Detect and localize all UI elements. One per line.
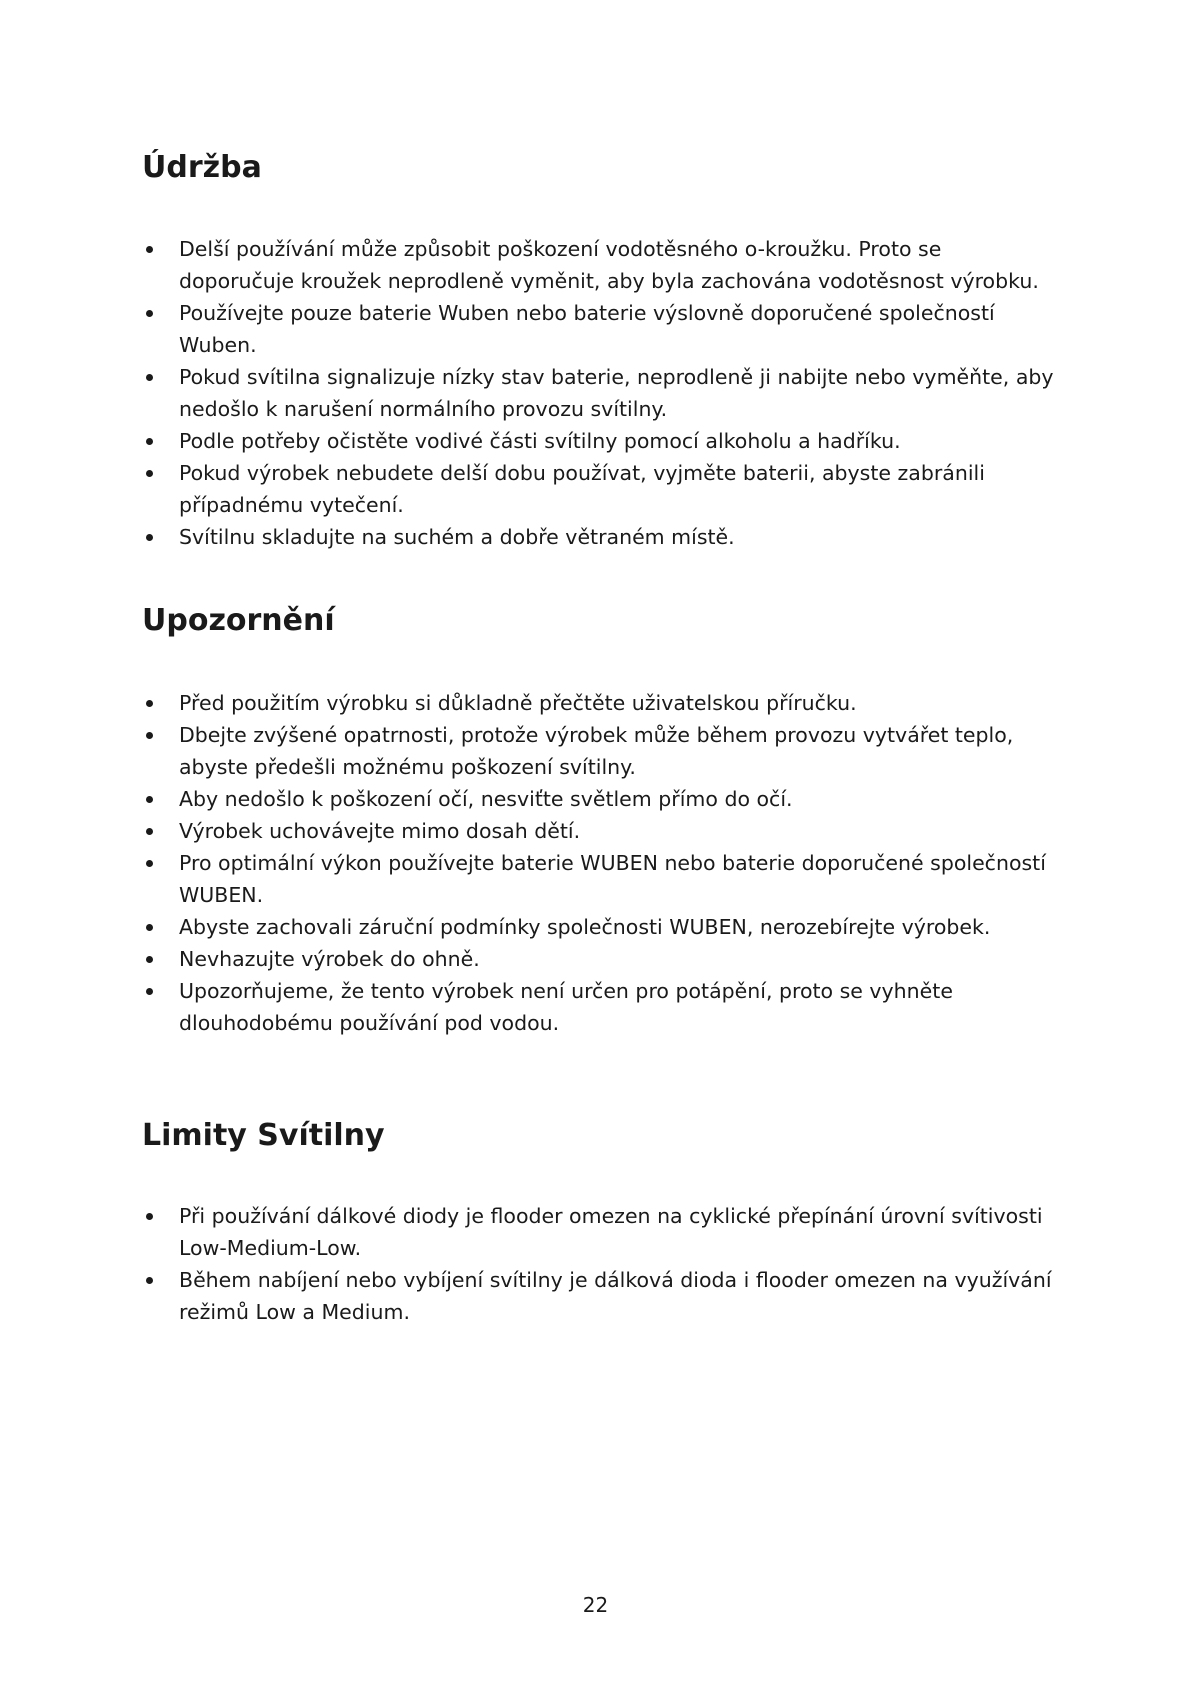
section-heading: Limity Svítilny bbox=[142, 1118, 385, 1153]
bullet-list bbox=[142, 233, 1062, 553]
section-udrzba bbox=[142, 148, 1062, 553]
list-item: Upozorňujeme, že tento výrobek není určen pro potápění, proto se vyhněte dlouhodobému používání pod vodou. bbox=[142, 975, 1062, 1039]
list-item: Aby nedošlo k poškození očí, nesviťte světlem přímo do očí. bbox=[142, 783, 1062, 815]
section-heading: Upozornění bbox=[142, 603, 335, 638]
list-item: Pro optimální výkon používejte baterie WUBEN nebo baterie doporučené společností WUBEN. bbox=[142, 847, 1062, 911]
bullet-list bbox=[142, 687, 1062, 1039]
section-upozorneni bbox=[142, 601, 1062, 1039]
list-item: Podle potřeby očistěte vodivé části svítilny pomocí alkoholu a hadříku. bbox=[142, 425, 1062, 457]
list-item: Používejte pouze baterie Wuben nebo baterie výslovně doporučené společností Wuben. bbox=[142, 297, 1062, 361]
list-item: Nevhazujte výrobek do ohně. bbox=[142, 943, 1062, 975]
list-item: Abyste zachovali záruční podmínky společnosti WUBEN, nerozebírejte výrobek. bbox=[142, 911, 1062, 943]
page-number: 22 bbox=[582, 1593, 609, 1617]
list-item: Svítilnu skladujte na suchém a dobře větraném místě. bbox=[142, 521, 1062, 553]
list-item: Při používání dálkové diody je flooder omezen na cyklické přepínání úrovní svítivosti Low-Medium-Low. bbox=[142, 1200, 1062, 1264]
section-heading: Údržba bbox=[142, 150, 262, 185]
list-item: Dbejte zvýšené opatrnosti, protože výrobek může během provozu vytvářet teplo, abyste předešli možnému poškození svítilny. bbox=[142, 719, 1062, 783]
list-item: Výrobek uchovávejte mimo dosah dětí. bbox=[142, 815, 1062, 847]
list-item: Pokud výrobek nebudete delší dobu používat, vyjměte baterii, abyste zabránili případnému vytečení. bbox=[142, 457, 1062, 521]
list-item: Před použitím výrobku si důkladně přečtěte uživatelskou příručku. bbox=[142, 687, 1062, 719]
list-item: Pokud svítilna signalizuje nízky stav baterie, neprodleně ji nabijte nebo vyměňte, aby nedošlo k narušení normálního provozu svítilny. bbox=[142, 361, 1062, 425]
section-limity-svitilny bbox=[142, 1116, 1062, 1328]
bullet-list bbox=[142, 1200, 1062, 1328]
list-item: Během nabíjení nebo vybíjení svítilny je dálková dioda i flooder omezen na využívání režimů Low a Medium. bbox=[142, 1264, 1062, 1328]
list-item: Delší používání může způsobit poškození vodotěsného o-kroužku. Proto se doporučuje kroužek neprodleně vyměnit, aby byla zachována vodotěsnost výrobku. bbox=[142, 233, 1062, 297]
